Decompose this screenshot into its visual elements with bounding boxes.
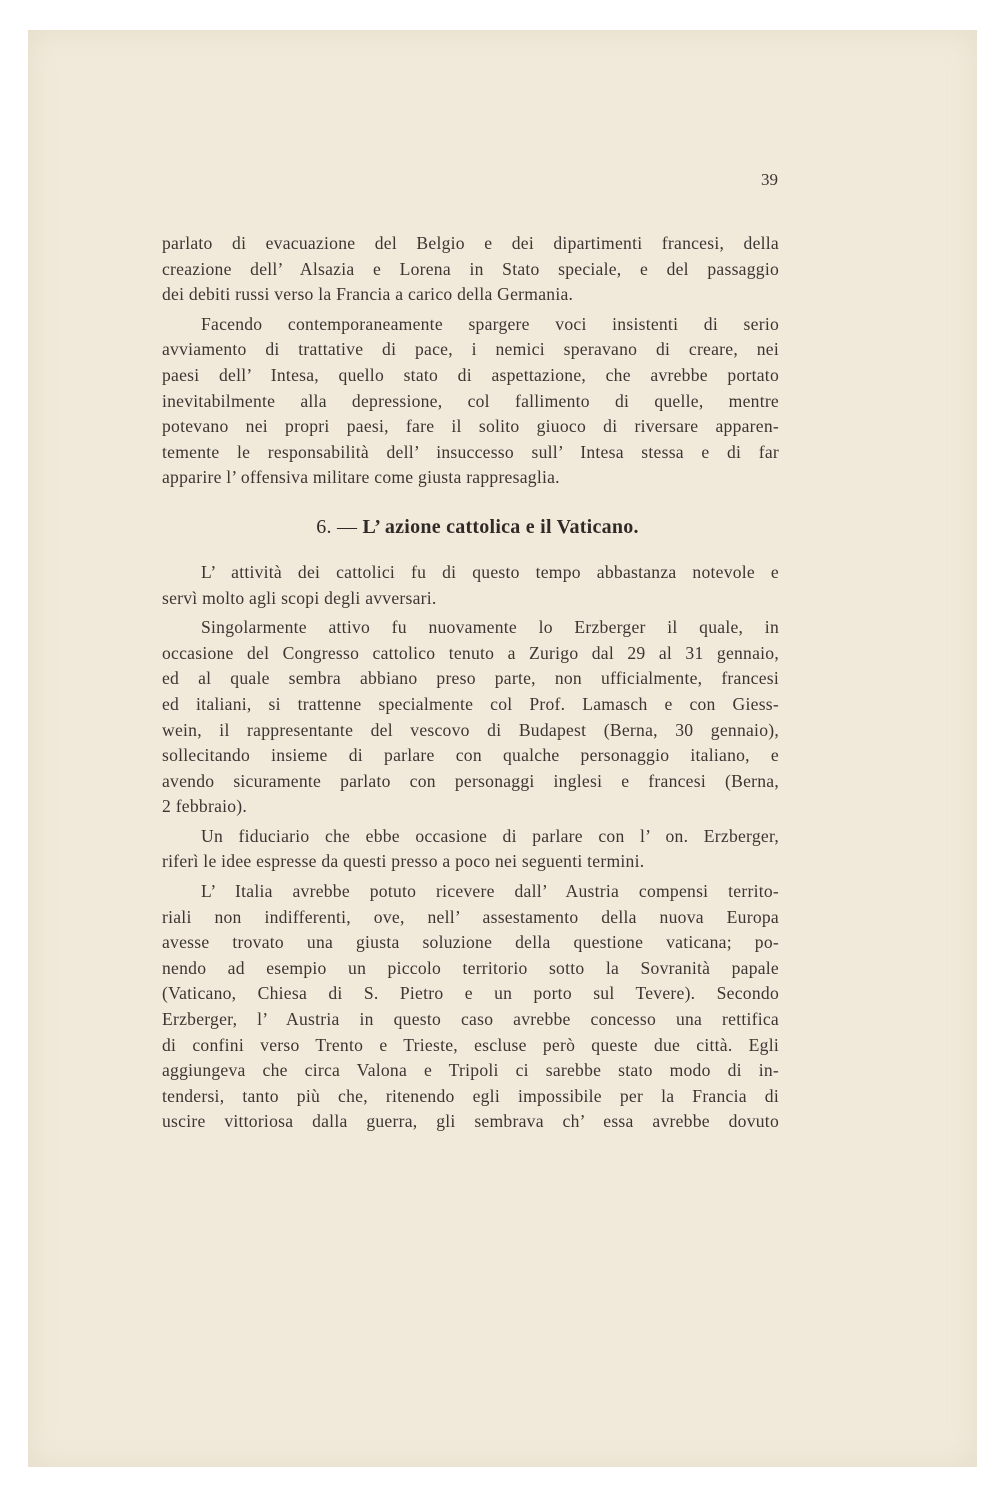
text-line: nendo ad esempio un piccolo territorio sotto la Sovranità papale bbox=[162, 957, 779, 978]
section-number: 6. — bbox=[316, 515, 358, 538]
text-line: parlato di evacuazione del Belgio e dei dipartimenti francesi, della bbox=[162, 233, 779, 253]
text-line: occasione del Congresso cattolico tenuto a Zurigo dal 29 al 31 gennaio, bbox=[162, 642, 779, 663]
text-line: L’ Italia avrebbe potuto ricevere dall’ Austria compensi territo- bbox=[201, 881, 779, 902]
text-line: paesi dell’ Intesa, quello stato di aspettazione, che avrebbe portato bbox=[162, 364, 779, 385]
paragraph-6 bbox=[162, 879, 779, 1135]
text-line: temente le responsabilità dell’ insuccesso sull’ Intesa stessa e di far bbox=[162, 441, 779, 462]
text-line: aggiungeva che circa Valona e Tripoli ci sarebbe stato modo di in- bbox=[162, 1060, 779, 1081]
text-line: avviamento di trattative di pace, i nemici speravano di creare, nei bbox=[162, 339, 779, 360]
text-line: Un fiduciario che ebbe occasione di parlare con l’ on. Erzberger, bbox=[201, 825, 779, 846]
text-line: (Vaticano, Chiesa di S. Pietro e un porto sul Tevere). Secondo bbox=[162, 983, 779, 1004]
text-line: Erzberger, l’ Austria in questo caso avrebbe concesso una rettifica bbox=[162, 1009, 779, 1030]
page-number: 39 bbox=[761, 170, 778, 189]
text-line: Singolarmente attivo fu nuovamente lo Erzberger il quale, in bbox=[201, 617, 779, 638]
text-line: creazione dell’ Alsazia e Lorena in Stato speciale, e del passaggio bbox=[162, 258, 779, 279]
text-line: ed al quale sembra abbiano preso parte, non ufficialmente, francesi bbox=[162, 668, 779, 689]
text-line: avesse trovato una giusta soluzione della questione vaticana; po- bbox=[162, 932, 779, 953]
paragraph-2 bbox=[162, 312, 779, 491]
text-line: Facendo contemporaneamente spargere voci insistenti di serio bbox=[201, 313, 779, 334]
text-line: di confini verso Trento e Trieste, escluse però queste due città. Egli bbox=[162, 1034, 779, 1055]
page-body bbox=[162, 231, 779, 1135]
text-line: wein, il rappresentante del vescovo di Budapest (Berna, 30 gennaio), bbox=[162, 719, 779, 740]
text-line: inevitabilmente alla depressione, col fallimento di quelle, mentre bbox=[162, 390, 779, 411]
paragraph-3 bbox=[162, 560, 779, 611]
text-line: L’ attività dei cattolici fu di questo tempo abbastanza notevole e bbox=[201, 561, 779, 582]
text-line: uscire vittoriosa dalla guerra, gli sembrava ch’ essa avrebbe dovuto bbox=[162, 1111, 779, 1132]
text-line: tendersi, tanto più che, ritenendo egli impossibile per la Francia di bbox=[162, 1085, 779, 1106]
text-line: apparire l’ offensiva militare come giusta rappresaglia. bbox=[162, 467, 560, 488]
paragraph-1 bbox=[162, 231, 779, 308]
text-line: potevano nei propri paesi, fare il solito giuoco di riversare apparen- bbox=[162, 416, 779, 437]
paragraph-4 bbox=[162, 615, 779, 820]
text-line: riferì le idee espresse da questi presso a poco nei seguenti termini. bbox=[162, 851, 645, 872]
text-line: servì molto agli scopi degli avversari. bbox=[162, 587, 437, 608]
text-line: sollecitando insieme di parlare con qualche personaggio italiano, e bbox=[162, 745, 779, 766]
text-line: ed italiani, si trattenne specialmente col Prof. Lamasch e con Giess- bbox=[162, 693, 779, 714]
section-heading bbox=[162, 512, 779, 542]
text-line: 2 febbraio). bbox=[162, 796, 248, 817]
paragraph-5 bbox=[162, 824, 779, 875]
text-line: dei debiti russi verso la Francia a carico della Germania. bbox=[162, 284, 574, 305]
section-title: L’ azione cattolica e il Vaticano. bbox=[362, 515, 639, 538]
text-line: riali non indifferenti, ove, nell’ assestamento della nuova Europa bbox=[162, 906, 779, 927]
text-line: avendo sicuramente parlato con personaggi inglesi e francesi (Berna, bbox=[162, 770, 779, 791]
